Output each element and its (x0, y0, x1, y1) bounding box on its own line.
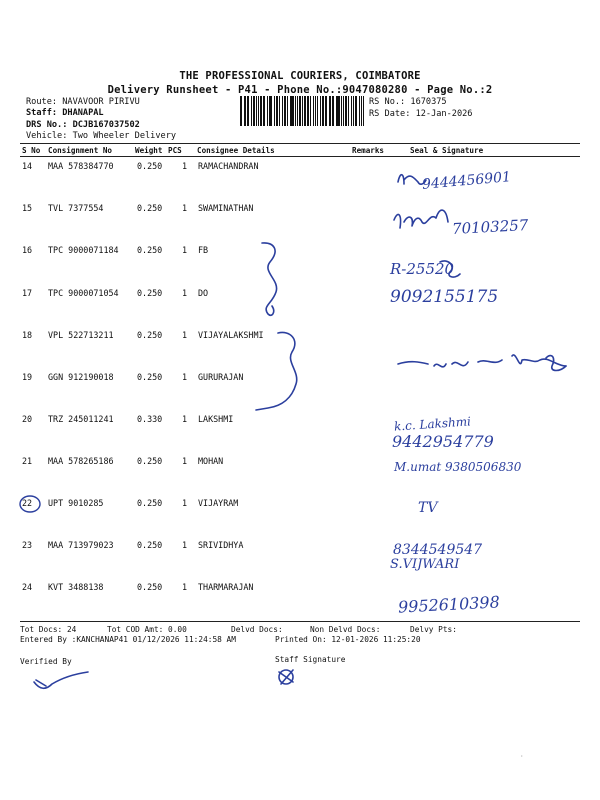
handwritten-note-16: R-25520 (390, 260, 455, 278)
barcode-bar (267, 96, 268, 126)
consignment-cell: GGN 912190018 (48, 372, 114, 382)
delivered-docs: Delvd Docs: (231, 625, 283, 634)
verified-by-tick (36, 680, 46, 686)
table-row (0, 414, 600, 430)
signature-tail-18 (546, 356, 566, 371)
consignment-cell: MAA 578384770 (48, 161, 114, 171)
pcs-cell: 1 (182, 330, 188, 340)
sno-cell: 19 (22, 372, 33, 382)
sno-cell: 18 (22, 330, 33, 340)
barcode-bar (363, 96, 364, 126)
sno-cell: 20 (22, 414, 33, 424)
consignee-cell: FB (198, 245, 209, 255)
col-weight: Weight (135, 146, 163, 155)
consignment-cell: KVT 3488138 (48, 582, 104, 592)
weight-cell: 0.250 (137, 161, 163, 171)
barcode-bar (240, 96, 242, 126)
header-rule-bottom (20, 156, 580, 157)
barcode-bar (348, 96, 350, 126)
table-row (0, 372, 600, 388)
barcode-bar (247, 96, 249, 126)
drs-number: DRS No.: DCJB167037502 (26, 120, 140, 130)
barcode-bar (307, 96, 309, 126)
barcode-bar (313, 96, 314, 126)
pcs-cell: 1 (182, 245, 188, 255)
rs-number: RS No.: 1670375 (369, 97, 447, 107)
weight-cell: 0.250 (137, 288, 163, 298)
barcode-bar (258, 96, 259, 126)
consignee-cell: SRIVIDHYA (198, 540, 244, 550)
barcode-bar (341, 96, 342, 126)
barcode-bar (322, 96, 324, 126)
barcode-bar (297, 96, 298, 126)
consignee-cell: THARMARAJAN (198, 582, 254, 592)
consignment-cell: UPT 9010285 (48, 498, 104, 508)
consignee-cell: MOHAN (198, 456, 224, 466)
weight-cell: 0.250 (137, 245, 163, 255)
consignment-cell: TVL 7377554 (48, 203, 104, 213)
consignment-cell: TPC 9000071184 (48, 245, 119, 255)
handwritten-phone-24: 9952610398 (397, 592, 501, 617)
barcode-bar (304, 96, 306, 126)
weight-cell: 0.250 (137, 582, 163, 592)
handwritten-phone-15: 70103257 (451, 216, 529, 238)
consignee-cell: GURURAJAN (198, 372, 244, 382)
barcode-bar (245, 96, 246, 126)
sno-cell: 22 (22, 498, 33, 508)
consignee-cell: LAKSHMI (198, 414, 234, 424)
consignment-cell: VPL 522713211 (48, 330, 114, 340)
non-delivered-docs: Non Delvd Docs: (310, 625, 381, 634)
consignment-cell: MAA 713979023 (48, 540, 114, 550)
vehicle-label: Vehicle: Two Wheeler Delivery (26, 131, 177, 141)
total-cod-amount: Tot COD Amt: 0.00 (107, 625, 187, 634)
pcs-cell: 1 (182, 582, 188, 592)
printed-on: Printed On: 12-01-2026 11:25:20 (275, 635, 421, 644)
table-row (0, 245, 600, 261)
pcs-cell: 1 (182, 456, 188, 466)
weight-cell: 0.250 (137, 372, 163, 382)
staff-signature-label: Staff Signature (275, 655, 346, 664)
entered-by: Entered By :KANCHANAP41 01/12/2026 11:24:58 AM (20, 635, 236, 644)
col-seal-signature: Seal & Signature (410, 146, 484, 155)
barcode-bar (253, 96, 255, 126)
verified-by-signature (34, 672, 88, 688)
barcode-bar (244, 96, 245, 126)
weight-cell: 0.250 (137, 456, 163, 466)
barcode-bar (336, 96, 337, 126)
barcode-bar (345, 96, 347, 126)
handwritten-note-21: M.umat 9380506830 (394, 460, 522, 474)
barcode-bar (329, 96, 330, 126)
barcode-bar (337, 96, 339, 126)
verified-by-label: Verified By (20, 657, 72, 666)
barcode-bar (317, 96, 318, 126)
barcode-bar (355, 96, 357, 126)
delivery-points: Delvy Pts: (410, 625, 457, 634)
barcode-bar (270, 96, 272, 126)
consignee-cell: DO (198, 288, 209, 298)
barcode-bar (351, 96, 352, 126)
barcode-bar (291, 96, 293, 126)
consignee-cell: VIJAYALAKSHMI (198, 330, 264, 340)
barcode (240, 96, 366, 126)
sno-cell: 24 (22, 582, 33, 592)
barcode-bar (299, 96, 301, 126)
barcode-bar (276, 96, 278, 126)
barcode-bar (274, 96, 275, 126)
barcode-bar (320, 96, 321, 126)
staff-signature-mark (279, 670, 293, 684)
consignment-cell: TPC 9000071054 (48, 288, 119, 298)
weight-cell: 0.250 (137, 540, 163, 550)
route-label: Route: NAVAVOOR PIRIVU (26, 97, 140, 107)
pcs-cell: 1 (182, 414, 188, 424)
consignment-cell: TRZ 245011241 (48, 414, 114, 424)
handwritten-name-20: k.c. Lakshmi (393, 414, 472, 434)
weight-cell: 0.250 (137, 498, 163, 508)
sno-cell: 16 (22, 245, 33, 255)
barcode-bar (256, 96, 257, 126)
consignee-cell: RAMACHANDRAN (198, 161, 259, 171)
handwritten-phone-23: 8344549547 (393, 542, 483, 558)
header-rule-top (20, 143, 580, 144)
handwritten-phone-20: 9442954779 (392, 432, 494, 451)
barcode-bar (260, 96, 262, 126)
barcode-bar (361, 96, 363, 126)
col-pcs: PCS (168, 146, 182, 155)
footer-rule (20, 621, 580, 622)
barcode-bar (269, 96, 270, 126)
consignee-cell: SWAMINATHAN (198, 203, 254, 213)
staff-label: Staff: DHANAPAL (26, 108, 104, 118)
handwritten-sign-22: TV (418, 500, 438, 516)
barcode-bar (282, 96, 284, 126)
consignee-cell: VIJAYRAM (198, 498, 239, 508)
table-row (0, 330, 600, 346)
staff-signature-cross (279, 670, 293, 684)
sno-cell: 17 (22, 288, 33, 298)
barcode-bar (287, 96, 288, 126)
weight-cell: 0.330 (137, 414, 163, 424)
barcode-bar (315, 96, 317, 126)
barcode-bar (295, 96, 296, 126)
pcs-cell: 1 (182, 288, 188, 298)
barcode-bar (359, 96, 360, 126)
col-remarks: Remarks (352, 146, 385, 155)
runsheet-subtitle: Delivery Runsheet - P41 - Phone No.:9047080280 - Page No.:2 (107, 84, 493, 96)
total-docs: Tot Docs: 24 (20, 625, 77, 634)
table-row (0, 498, 600, 514)
pcs-cell: 1 (182, 498, 188, 508)
barcode-bar (251, 96, 252, 126)
col-sno: S No (22, 146, 41, 155)
table-row (0, 288, 600, 304)
barcode-bar (332, 96, 334, 126)
signature-scribble-18 (398, 355, 566, 367)
barcode-bar (330, 96, 331, 126)
page-corner-mark: · (520, 753, 524, 760)
barcode-bar (353, 96, 354, 126)
barcode-bar (284, 96, 286, 126)
sno-cell: 14 (22, 161, 33, 171)
consignment-cell: MAA 578265186 (48, 456, 114, 466)
table-row (0, 582, 600, 598)
table-row (0, 540, 600, 556)
barcode-bar (325, 96, 327, 126)
barcode-bar (343, 96, 344, 126)
handwritten-phone-17: 9092155175 (390, 287, 499, 307)
weight-cell: 0.250 (137, 203, 163, 213)
barcode-bar (302, 96, 303, 126)
pcs-cell: 1 (182, 372, 188, 382)
handwritten-name-23: S.VIJWARI (390, 557, 460, 572)
barcode-bar (279, 96, 280, 126)
pcs-cell: 1 (182, 161, 188, 171)
handwritten-phone-14: 9444456901 (421, 169, 512, 193)
weight-cell: 0.250 (137, 330, 163, 340)
rs-date: RS Date: 12-Jan-2026 (369, 109, 473, 119)
col-consignment: Consignment No (48, 146, 113, 155)
sno-cell: 15 (22, 203, 33, 213)
barcode-bar (290, 96, 291, 126)
col-consignee: Consignee Details (197, 146, 275, 155)
pcs-cell: 1 (182, 540, 188, 550)
sno-cell: 21 (22, 456, 33, 466)
sno-cell: 23 (22, 540, 33, 550)
barcode-bar (310, 96, 311, 126)
company-title: THE PROFESSIONAL COURIERS, COIMBATORE (179, 70, 421, 82)
pcs-cell: 1 (182, 203, 188, 213)
barcode-bar (263, 96, 265, 126)
